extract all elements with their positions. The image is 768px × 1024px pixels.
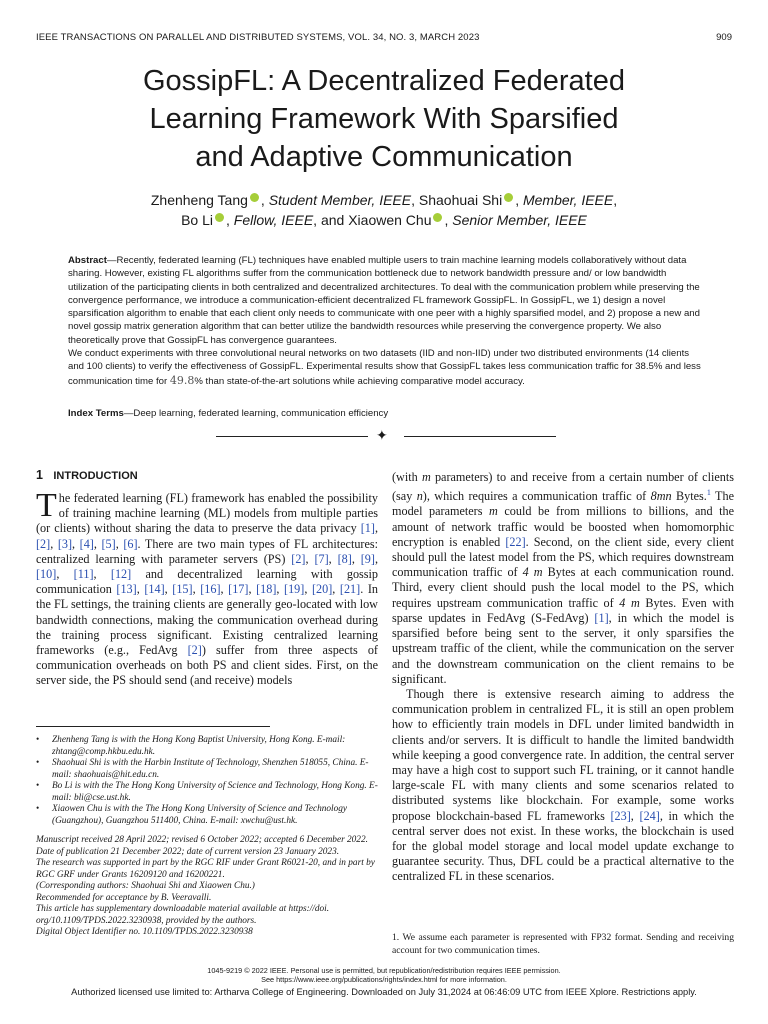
body-text: Though there is extensive research aiming to address the communication problem in centralized FL, it is still an open problem how to efficiently train models in DFL under limited bandwidth in clients and/or servers. It is difficult to handle the limited bandwidth while keeping a good convergence rate. In addition, the central server may have a high cost to support such FL training, or it cannot handle large-scale FL with many clients and some scenarios related to distributed systems like blockchain. For example, some works propose blockchain-based FL frameworks [392, 686, 734, 823]
citation-link[interactable]: [1] [360, 521, 375, 536]
citation-link[interactable]: [9] [360, 551, 375, 566]
citation-link[interactable]: [4] [79, 536, 94, 551]
divider-rule [404, 436, 556, 437]
index-terms [68, 408, 388, 419]
index-terms-text: —Deep learning, federated learning, communication efficiency [123, 408, 389, 419]
body-text: . In the FL settings, the training clients are generally geo-located with low bandwidth connections, making the communication overhead during the training process significant. Existing centralized learning frameworks (e.g., FedAvg [36, 582, 378, 658]
affiliation-footnotes [36, 735, 378, 939]
orcid-icon[interactable] [504, 193, 513, 202]
corresponding-authors: (Corresponding authors: Shaohuai Shi and Xiaowen Chu.) [36, 881, 255, 891]
citation-link[interactable]: [7] [314, 551, 329, 566]
citation-link[interactable]: [19] [284, 582, 305, 597]
body-text: (with [392, 470, 422, 484]
affiliation-note [36, 804, 378, 827]
abstract-math: 49.8 [169, 373, 195, 387]
math-expr: 4 m [619, 595, 640, 610]
divider-rule [216, 436, 368, 437]
footnote-text: Bo Li is with the The Hong Kong University of Science and Technology, Hong Kong. E-mail: bli@cse.ust.hk. [52, 781, 378, 803]
running-head: IEEE TRANSACTIONS ON PARALLEL AND DISTRIBUTED SYSTEMS, VOL. 34, NO. 3, MARCH 2023 [36, 32, 480, 43]
body-text: he federated learning (FL) framework has enabled the possibility of training machine learning (ML) models from multiple parties (or clients) without sharing the data to preserve the data privacy [36, 491, 378, 536]
page-footnote: 1. We assume each parameter is represented with FP32 format. Sending and receiving account for two communication times. [392, 932, 734, 956]
abstract-text: —Recently, federated learning (FL) techniques have enabled multiple users to train machine learning models collaboratively without data sharing. However, existing FL algorithms suffer from the communication bottleneck due to network bandwidth pressure and/ or low bandwidth utilization of the participating clients in both centralized and decentralized architectures. To deal with the communication problem while preserving the convergence performance, we introduce a communication-efficient decentralized FL framework GossipFL. In GossipFL, we 1) design a novel sparsification algorithm to enable that each client only needs to communicate with one peer with a highly sparsified model, and 2) propose a new and novel gossip matrix generation algorithm that can better utilize the bandwidth resources while preserving the convergence property. We also theoretically prove that GossipFL has convergence guarantees. [68, 255, 700, 346]
footnote-marker[interactable]: 1 [706, 488, 711, 498]
abstract-text: % than state-of-the-art solutions while achieving comparative model accuracy. [194, 375, 525, 387]
citation-link[interactable]: [24] [639, 808, 660, 823]
left-column-body [36, 487, 379, 689]
body-text: . There are two main types of FL architectures: centralized learning with parameter servers (PS) [36, 536, 379, 566]
orcid-icon[interactable] [250, 193, 259, 202]
recommended-by: Recommended for acceptance by B. Veeravalli. [36, 892, 212, 903]
author-list [60, 190, 708, 230]
affiliation-note [36, 735, 378, 758]
bullet-icon: • [36, 758, 40, 768]
copyright-line: 1045-9219 © 2022 IEEE. Personal use is permitted, but republication/redistribution requires IEEE permission. [207, 966, 561, 975]
math-expr: 8mn [650, 489, 672, 504]
footnote-text: Shaohuai Shi is with the Harbin Institute of Technology, Shenzhen 518055, China. E-mail: shaohuais@hit.edu.cn. [52, 758, 369, 780]
body-text: ), which requires a communication traffic of [422, 489, 651, 504]
citation-link[interactable]: [22] [505, 534, 526, 549]
body-text: , in which the model is sparsified before being sent to the server, it only sparsifies the upstream traffic of the client, while the communication on the server and the downstream communication on the client remains to be significant. [392, 610, 734, 686]
body-text: and decentralized learning with gossip communication [36, 567, 379, 597]
citation-link[interactable]: [2] [187, 643, 202, 658]
citation-link[interactable]: [21] [339, 582, 361, 597]
dropcap: T [36, 487, 57, 524]
citation-link[interactable]: [18] [256, 582, 277, 597]
citation-link[interactable]: [11] [73, 567, 94, 582]
citation-link[interactable]: [2] [36, 536, 51, 551]
abstract [68, 254, 702, 388]
title-line: GossipFL: A Decentralized Federated [143, 65, 625, 97]
citation-link[interactable]: [14] [144, 582, 165, 597]
title-line: and Adaptive Communication [195, 141, 573, 173]
citation-link[interactable]: [2] [291, 551, 306, 566]
affiliation-note [36, 781, 378, 804]
right-column-body [392, 470, 734, 885]
footnote-rule [36, 726, 270, 727]
footnote-text: Xiaowen Chu is with the The Hong Kong University of Science and Technology (Guangzhou), Guangzhou 511400, China. E-mail: xwchu@ust.hk. [52, 804, 348, 826]
footnote-text: Zhenheng Tang is with the Hong Kong Baptist University, Hong Kong. E-mail: zhtang@comp.hkbu.edu.hk. [52, 735, 346, 757]
index-terms-label: Index Terms [68, 408, 124, 419]
body-paragraph [392, 470, 734, 687]
math-var: n [416, 489, 423, 504]
body-text: The model parameters [392, 489, 734, 519]
manuscript-info [36, 835, 378, 939]
copyright-line: See https://www.ieee.org/publications/rights/index.html for more information. [261, 975, 507, 984]
author-name: Xiaowen Chu [348, 212, 432, 228]
citation-link[interactable]: [23] [610, 808, 631, 823]
orcid-icon[interactable] [215, 213, 224, 222]
section-title: INTRODUCTION [53, 470, 138, 482]
page-number: 909 [716, 32, 732, 43]
author-name: Zhenheng Tang [150, 192, 248, 208]
orcid-icon[interactable] [433, 213, 442, 222]
author-conjunction: , and [313, 212, 349, 228]
license-banner: Authorized licensed use limited to: Artharva College of Engineering. Downloaded on July 31,2024 at 06:46:09 UTC from IEEE Xplore. Restrictions apply. [71, 987, 697, 997]
divider-ornament-icon: ✦ [376, 427, 388, 443]
citation-link[interactable]: [13] [116, 582, 137, 597]
citation-link[interactable]: [17] [228, 582, 249, 597]
author-membership: Student Member, IEEE [268, 192, 412, 208]
affiliation-note [36, 758, 378, 781]
author-membership: Member, IEEE [522, 192, 614, 208]
manuscript-dates: Manuscript received 28 April 2022; revised 6 October 2022; accepted 6 December 2022. Date of publication 21 December 2022; date of current version 23 January 2023. [36, 835, 368, 857]
author-name: Bo Li [181, 212, 214, 228]
body-text: . Second, on the client side, every client should pull the latest model from the PS, which requires downstream communication traffic of [392, 534, 734, 580]
paper-title [60, 62, 708, 176]
author-membership: Senior Member, IEEE [452, 212, 587, 228]
citation-link[interactable]: [8] [337, 551, 352, 566]
abstract-text: We conduct experiments with three convolutional neural networks on two datasets (IID and non-IID) under two distributed environments (14 clients and 100 clients) to verify the effectiveness of GossipFL. Experimental results show that GossipFL takes less communication traffic for 38.5% and less communication time for [68, 348, 701, 387]
bullet-icon: • [36, 781, 40, 791]
doi-line: Digital Object Identifier no. 10.1109/TPDS.2022.3230938 [36, 927, 253, 937]
citation-link[interactable]: [16] [200, 582, 221, 597]
citation-link[interactable]: [1] [594, 610, 609, 625]
author-line-1: Zhenheng Tang , Student Member, IEEE, Shaohuai Shi , Member, IEEE, [150, 192, 618, 208]
author-membership: Fellow, IEEE [233, 212, 314, 228]
citation-link[interactable]: [20] [311, 582, 333, 597]
body-text: Bytes. Even with sparse updates in FedAvg (S-FedAvg) [392, 595, 734, 625]
math-expr: 4 m [522, 565, 543, 580]
funding-note: The research was supported in part by the RGC RIF under Grant R6021-20, and in part by RGC GRF under Grants 16209120 and 16200221. [36, 858, 375, 880]
author-line-2: Bo Li , Fellow, IEEE, and Xiaowen Chu , Senior Member, IEEE [181, 212, 587, 228]
body-paragraph: Though there is extensive research aiming to address the communication problem in centralized FL, it is still an open problem how to efficiently train models in DFL under limited bandwidth in clients and/or servers. It is difficult to handle the limited bandwidth while keeping a good convergence rate. In addition, the central server may have a high cost to support such FL training, or it cannot handle large-scale FL with many clients and some scenarios related to distributed systems like blockchain. For example, some works propose blockchain-based FL frameworks [23], [24], in which the central server does not exist. In these works, the blockchain is used for the global model storage and local model update exchange to guarantee security. Thus, DFL could be a practical alternative to the centralized FL in these scenarios. [392, 686, 735, 884]
body-text: ) suffer from three aspects of communication overheads on both PS and client sides. First, on the server side, the PS should send (and receive) models [36, 643, 378, 688]
section-number: 1 [36, 468, 43, 482]
body-text: Bytes at each communication round. Third, every client should push the local model to the PS, which requires upstream communication traffic of [392, 565, 735, 610]
citation-link[interactable]: [10] [36, 567, 57, 582]
abstract-paragraph [68, 347, 702, 388]
bullet-icon: • [36, 804, 40, 814]
citation-link[interactable]: [12] [110, 567, 132, 582]
abstract-label: Abstract [68, 255, 107, 266]
bullet-icon: • [36, 735, 40, 745]
math-var: m [489, 504, 498, 519]
citation-link[interactable]: [3] [57, 536, 73, 551]
author-name: Shaohuai Shi [418, 192, 503, 208]
abstract-paragraph [68, 254, 702, 347]
body-text: parameters) to and receive from a certain number of clients (say [392, 470, 734, 504]
title-line: Learning Framework With Sparsified [149, 103, 619, 135]
body-paragraph: The federated learning (FL) framework has enabled the possibility of training machine learning (ML) models from multiple parties (or clients) without sharing the data to preserve the data privacy [1], [2], [3], [4], [5], [6]. There are two main types of FL architectures: centralized learning with parameter servers (PS) [2], [7], [8], [9], [10], [11], [12] and decentralized learning with gossip communication [13], [14], [15], [16], [17], [18], [19], [20], [21]. In the FL settings, the training clients are generally geo-located with low bandwidth connections, making the communication overhead during the training process significant. Existing centralized learning frameworks (e.g., FedAvg [2]) suffer from three aspects of communication overheads on both PS and client sides. First, on the server side, the PS should send (and receive) models [36, 487, 379, 688]
math-var: m [421, 470, 431, 484]
citation-link[interactable]: [15] [172, 582, 193, 597]
copyright-notice [0, 966, 768, 984]
citation-link[interactable]: [6] [123, 536, 138, 551]
body-text: could be from millions to billions, and the amount of network traffic would be boosted when homomorphic encryption is enabled [392, 504, 734, 549]
section-heading [36, 468, 138, 482]
body-text: Bytes. [671, 489, 707, 504]
supplementary-note: This article has supplementary downloadable material available at https://doi. org/10.1109/TPDS.2022.3230938, provided by the authors. [36, 904, 330, 926]
citation-link[interactable]: [5] [101, 536, 116, 551]
body-text: , in which the central server does not exist. In these works, the blockchain is used for the global model storage and local model update exchange to guarantee security. Thus, DFL could be a practical alternative to the centralized FL in these scenarios. [392, 808, 735, 884]
